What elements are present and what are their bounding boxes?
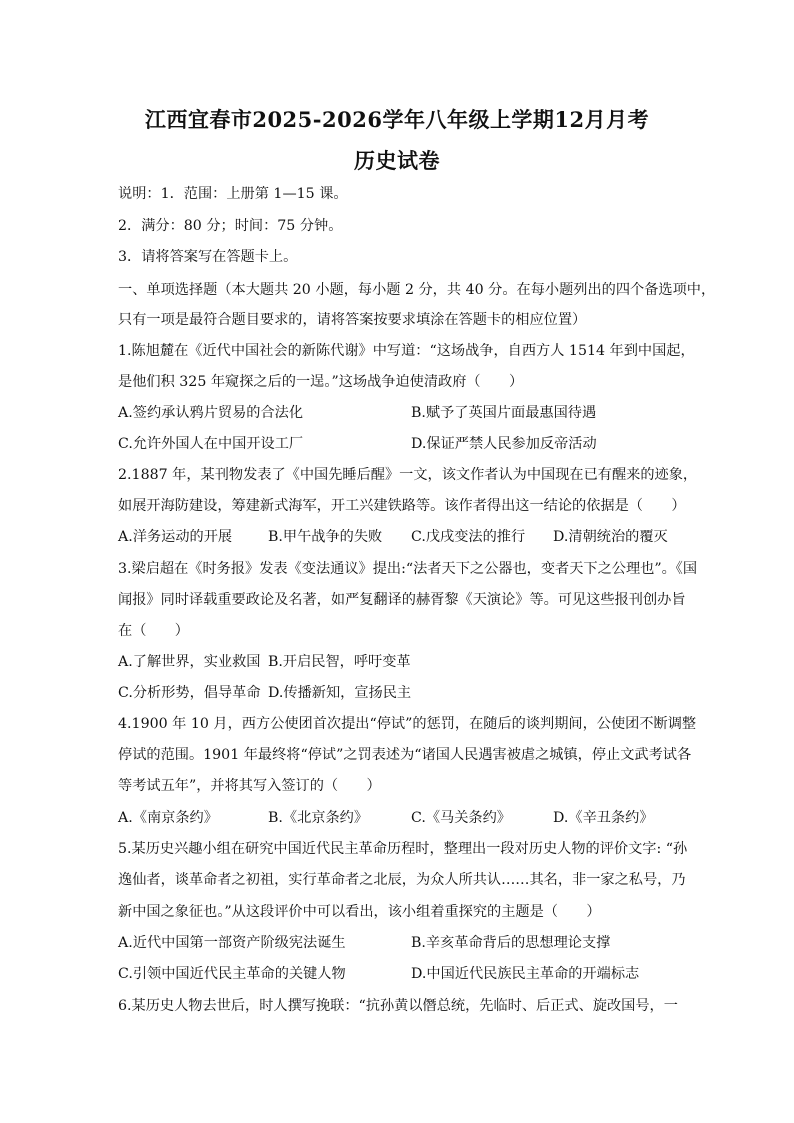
q5-option-d[interactable]: D.中国近代民族民主革命的开端标志 <box>411 966 640 982</box>
q4-stem-line-3: 等考试五年”，并将其写入签订的（ ） <box>118 778 381 794</box>
q6-stem-line-1: 6.某历史人物去世后，时人撰写挽联：“抗孙黄以僭总统，先临时、后正式、旋改国号，一 <box>118 998 678 1014</box>
q2-option-d[interactable]: D.清朝统治的覆灭 <box>553 529 668 545</box>
q2-option-b[interactable]: B.甲午战争的失败 <box>268 529 383 545</box>
q3-option-b[interactable]: B.开启民智，呼吁变革 <box>268 654 411 670</box>
exam-subtitle: 历史试卷 <box>354 148 440 173</box>
q1-stem-line-2: 是他们积 325 年窥探之后的一逞。”这场战争迫使清政府（ ） <box>118 374 524 390</box>
q2-option-a[interactable]: A.洋务运动的开展 <box>118 529 233 545</box>
q4-option-b[interactable]: B.《北京条约》 <box>268 810 369 826</box>
q4-option-d[interactable]: D.《辛丑条约》 <box>553 810 654 826</box>
q3-option-a[interactable]: A.了解世界，实业救国 <box>118 654 261 670</box>
q2-option-c[interactable]: C.戊戌变法的推行 <box>411 529 526 545</box>
q2-stem-line-2: 如展开海防建设，筹建新式海军，开工兴建铁路等。该作者得出这一结论的依据是（ ） <box>118 498 686 514</box>
exam-title: 江西宜春市2025-2026学年八年级上学期12月月考 <box>144 107 650 132</box>
q3-option-d[interactable]: D.传播新知，宣扬民主 <box>268 685 412 701</box>
instruction-3: 3．请将答案写在答题卡上。 <box>118 249 298 265</box>
q1-option-a[interactable]: A.签约承认鸦片贸易的合法化 <box>118 405 304 421</box>
instruction-1: 说明：1．范围：上册第 1—15 课。 <box>118 186 348 202</box>
q3-stem-line-3: 在（ ） <box>118 623 189 639</box>
q5-stem-line-1: 5.某历史兴趣小组在研究中国近代民主革命历程时，整理出一段对历史人物的评价文字: “孙 <box>118 841 688 857</box>
q5-option-b[interactable]: B.辛亥革命背后的思想理论支撑 <box>411 935 611 951</box>
q3-stem-line-2: 闻报》同时译载重要政论及名著，如严复翻译的赫胥黎《天演论》等。可见这些报刊创办旨 <box>118 592 686 608</box>
q5-stem-line-2: 逸仙者，谈革命者之初祖，实行革命者之北辰，为众人所共认……其名，非一家之私号，乃 <box>118 872 686 888</box>
q4-option-c[interactable]: C.《马关条约》 <box>411 810 511 826</box>
q1-option-c[interactable]: C.允许外国人在中国开设工厂 <box>118 436 304 452</box>
q1-stem-line-1: 1.陈旭麓在《近代中国社会的新陈代谢》中写道：“这场战争，自西方人 1514 年到中国起， <box>118 343 695 359</box>
instruction-2: 2．满分：80 分；时间：75 分钟。 <box>118 218 343 234</box>
q1-option-b[interactable]: B.赋予了英国片面最惠国待遇 <box>411 405 597 421</box>
q5-option-a[interactable]: A.近代中国第一部资产阶级宪法诞生 <box>118 935 346 951</box>
q3-option-c[interactable]: C.分析形势，倡导革命 <box>118 685 261 701</box>
q3-stem-line-1: 3.梁启超在《时务报》发表《变法通议》提出:“法者天下之公器也，变者天下之公理也”。《国 <box>118 561 698 577</box>
q4-stem-line-2: 停试的范围。1901 年最终将“停试”之罚表述为“诸国人民遇害被虐之城镇，停止文武考试各 <box>118 747 692 763</box>
q2-stem-line-1: 2.1887 年，某刊物发表了《中国先睡后醒》一文，该文作者认为中国现在已有醒来的迹象， <box>118 467 698 483</box>
q4-stem-line-1: 4.1900 年 10 月，西方公使团首次提出“停试”的惩罚，在随后的谈判期间，公使团不断调整 <box>118 716 697 732</box>
q1-option-d[interactable]: D.保证严禁人民参加反帝活动 <box>411 436 597 452</box>
section-heading-line-2: 只有一项是最符合题目要求的，请将答案按要求填涂在答题卡的相应位置） <box>118 312 587 328</box>
q5-option-c[interactable]: C.引领中国近代民主革命的关键人物 <box>118 966 346 982</box>
section-heading-line-1: 一、单项选择题（本大题共 20 小题，每小题 2 分，共 40 分。在每小题列出的四个备选项中， <box>118 282 716 298</box>
q5-stem-line-3: 新中国之象征也。”从这段评价中可以看出，该小组着重探究的主题是（ ） <box>118 904 601 920</box>
q4-option-a[interactable]: A.《南京条约》 <box>118 810 218 826</box>
